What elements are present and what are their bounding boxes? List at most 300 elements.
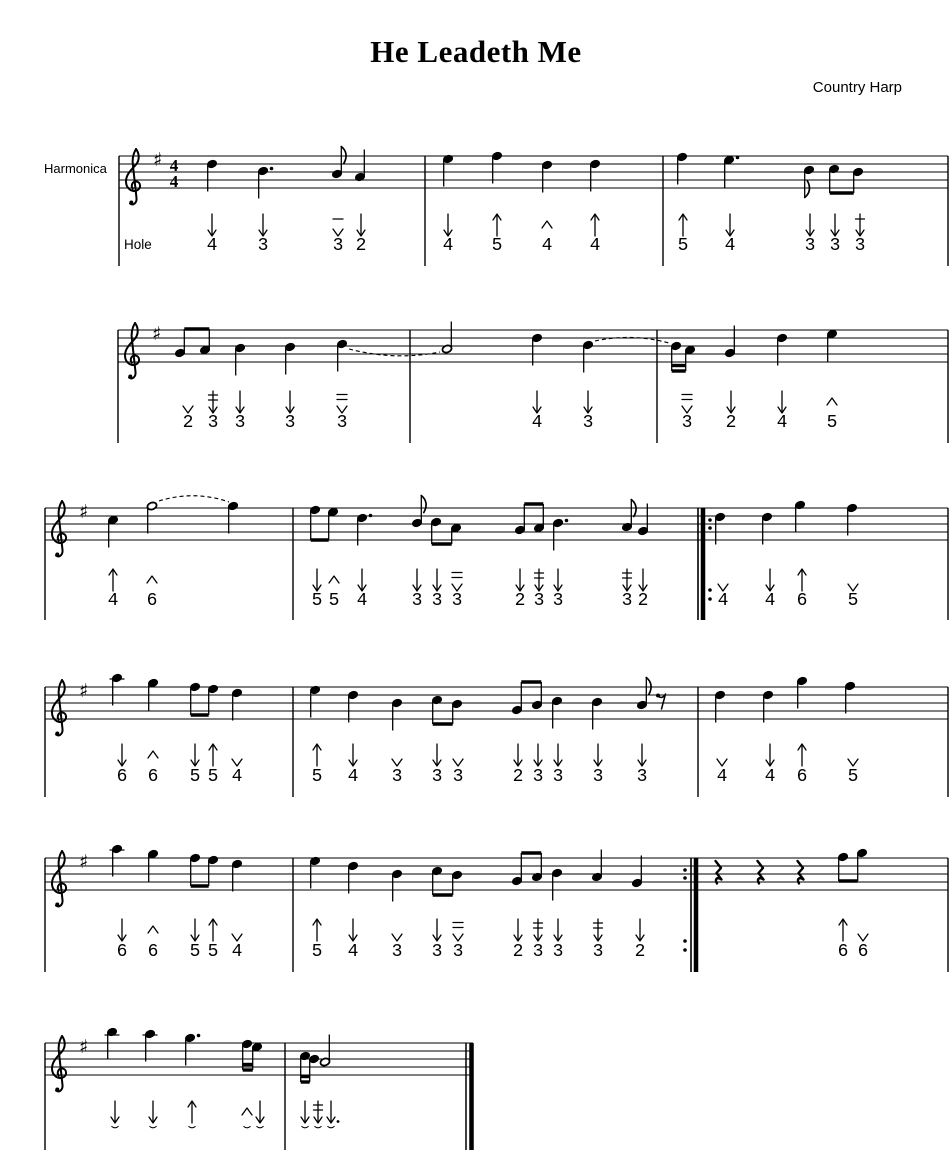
flag xyxy=(421,496,426,513)
hole-number: 6 xyxy=(857,942,869,962)
flag xyxy=(805,181,810,198)
hole-number: 4 xyxy=(776,413,788,433)
hole-marker xyxy=(190,744,201,787)
hole-marker xyxy=(513,744,524,787)
barline xyxy=(656,330,657,443)
c-arrow-icon xyxy=(542,221,552,228)
barline xyxy=(44,1043,45,1150)
hole-number: 3 xyxy=(854,236,866,256)
note xyxy=(451,699,462,724)
hole-number: 4 xyxy=(107,591,119,611)
note xyxy=(309,685,320,717)
hole-marker xyxy=(777,391,788,433)
clipped-digit-stub xyxy=(150,1127,156,1128)
d-arrow-icon xyxy=(286,391,294,413)
hole-marker xyxy=(553,569,564,611)
flag xyxy=(646,678,651,695)
hole-number: 3 xyxy=(332,236,344,256)
hole-marker xyxy=(301,1101,309,1128)
note xyxy=(636,678,651,710)
u-arrow-icon xyxy=(493,214,501,236)
note xyxy=(189,853,200,886)
note xyxy=(199,329,210,355)
v-arrow-icon xyxy=(718,584,728,591)
hole-marker xyxy=(553,744,564,787)
d-arrow-icon xyxy=(806,214,814,236)
note xyxy=(331,147,346,179)
d-arrow-icon xyxy=(584,391,592,413)
d-arrow-icon xyxy=(313,569,321,591)
note xyxy=(143,1029,158,1061)
note xyxy=(491,151,502,183)
note xyxy=(551,696,562,728)
v-arrow-icon xyxy=(183,406,193,413)
hole-marker xyxy=(637,744,648,787)
note xyxy=(442,154,453,186)
key-signature-sharp: ♯ xyxy=(79,501,89,523)
c-arrow-icon xyxy=(147,576,157,583)
d-arrow-icon xyxy=(554,744,562,766)
hole-number: 6 xyxy=(147,767,159,787)
d-arrow-icon xyxy=(358,569,366,591)
repeat-dot xyxy=(708,588,712,592)
treble-clef-icon xyxy=(126,149,140,205)
note xyxy=(844,681,855,713)
hole-number: 5 xyxy=(189,942,201,962)
note xyxy=(684,345,695,371)
key-signature-sharp: ♯ xyxy=(79,1036,89,1058)
hole-number: 5 xyxy=(677,236,689,256)
hole-number: 4 xyxy=(764,767,776,787)
bv-arrow-icon xyxy=(333,219,343,236)
hole-marker xyxy=(208,391,219,433)
hole-number: 3 xyxy=(452,767,464,787)
v-arrow-icon xyxy=(392,934,402,941)
c-arrow-icon xyxy=(242,1108,252,1115)
hole-marker xyxy=(190,919,201,962)
hole-marker xyxy=(348,744,359,787)
c-arrow-icon xyxy=(148,751,158,758)
hole-marker xyxy=(534,569,545,611)
note xyxy=(776,333,787,365)
hole-marker xyxy=(848,584,859,611)
system-1 xyxy=(118,147,948,267)
hole-marker xyxy=(765,744,776,787)
note xyxy=(582,340,593,372)
d-arrow-icon xyxy=(594,744,602,766)
hole-number: 6 xyxy=(796,591,808,611)
note xyxy=(552,518,568,550)
d-arrow-icon xyxy=(514,919,522,941)
hole-number: 6 xyxy=(147,942,159,962)
d-arrow-icon xyxy=(638,744,646,766)
d-arrow-icon xyxy=(149,1101,157,1123)
note xyxy=(207,684,218,715)
v-arrow-icon xyxy=(232,934,242,941)
augmentation-dot xyxy=(736,156,740,160)
d-arrow-icon xyxy=(534,744,542,766)
d2-arrow-icon xyxy=(535,569,544,591)
note xyxy=(551,868,562,900)
hole-marker xyxy=(553,919,564,962)
hole-marker xyxy=(111,1101,119,1128)
system-2 xyxy=(117,322,948,444)
hole-number: 2 xyxy=(512,942,524,962)
hole-number: 3 xyxy=(532,942,544,962)
clef-dot xyxy=(55,903,59,907)
hole-marker xyxy=(830,214,841,256)
repeat-dot xyxy=(683,948,687,952)
barline xyxy=(292,508,293,620)
note xyxy=(147,849,158,881)
hole-marker xyxy=(312,744,323,787)
u-arrow-icon xyxy=(839,919,847,941)
hole-marker xyxy=(348,919,359,962)
clef-spine xyxy=(56,501,63,556)
hole-marker xyxy=(208,919,219,962)
hole-number: 3 xyxy=(829,236,841,256)
hole-number: 3 xyxy=(451,591,463,611)
hole-number: 4 xyxy=(347,942,359,962)
hole-number: 3 xyxy=(452,942,464,962)
d-arrow-icon xyxy=(554,919,562,941)
hole-number: 4 xyxy=(356,591,368,611)
hole-number: 2 xyxy=(637,591,649,611)
hole-number: 3 xyxy=(284,413,296,433)
hole-number: 5 xyxy=(491,236,503,256)
hole-marker xyxy=(443,214,454,256)
hole-marker xyxy=(117,744,128,787)
hole-row-label: Hole xyxy=(124,237,152,252)
d-arrow-icon xyxy=(778,391,786,413)
note xyxy=(347,690,358,722)
barline xyxy=(947,858,948,972)
tie xyxy=(349,349,440,356)
hole-number: 2 xyxy=(355,236,367,256)
hole-marker xyxy=(312,569,323,611)
hole-number: 6 xyxy=(116,767,128,787)
note xyxy=(846,503,857,535)
hole-marker xyxy=(207,214,218,256)
hole-number: 3 xyxy=(391,942,403,962)
hole-marker xyxy=(432,744,443,787)
v-arrow-icon xyxy=(453,759,463,766)
marker-dot xyxy=(337,1120,340,1123)
hole-number: 5 xyxy=(826,413,838,433)
time-signature-digit: 4 xyxy=(169,156,179,175)
system-5 xyxy=(44,844,948,972)
treble-clef-icon xyxy=(52,1036,66,1092)
d2-arrow-icon xyxy=(623,569,632,591)
barline xyxy=(465,1043,467,1150)
hole-number: 3 xyxy=(532,767,544,787)
ev-arrow-icon xyxy=(682,395,692,414)
clef-dot xyxy=(55,732,59,736)
u-arrow-icon xyxy=(313,919,321,941)
barline xyxy=(947,156,948,266)
barline xyxy=(292,687,293,797)
hole-number: 4 xyxy=(206,236,218,256)
key-signature-sharp: ♯ xyxy=(79,851,89,873)
eighth-rest xyxy=(658,694,666,709)
barline xyxy=(690,858,692,972)
clef-spine xyxy=(130,149,137,204)
hole-number: 3 xyxy=(621,591,633,611)
hole-number: 5 xyxy=(328,591,340,611)
note xyxy=(856,848,867,881)
u-arrow-icon xyxy=(109,569,117,591)
v-arrow-icon xyxy=(717,759,727,766)
note xyxy=(356,513,372,545)
note xyxy=(206,159,217,191)
u-arrow-icon xyxy=(798,569,806,591)
hole-number: 3 xyxy=(592,942,604,962)
note xyxy=(251,1042,262,1070)
u-arrow-icon xyxy=(798,744,806,766)
d-arrow-icon xyxy=(259,214,267,236)
note xyxy=(107,515,118,547)
ev-arrow-icon xyxy=(452,573,462,592)
hole-marker xyxy=(188,1101,196,1128)
barline-thick xyxy=(694,858,699,972)
barline xyxy=(44,687,45,797)
note xyxy=(828,164,839,193)
repeat-dot xyxy=(683,876,687,880)
note xyxy=(531,853,542,882)
clef-dot xyxy=(128,375,132,379)
repeat-dot xyxy=(708,597,712,601)
hole-number: 3 xyxy=(533,591,545,611)
c-arrow-icon xyxy=(148,926,158,933)
hole-marker xyxy=(593,744,604,787)
barline xyxy=(118,156,119,266)
hole-number: 3 xyxy=(234,413,246,433)
note xyxy=(450,523,461,544)
hole-number: 6 xyxy=(146,591,158,611)
barline xyxy=(284,1043,285,1150)
hole-marker xyxy=(855,214,866,256)
note xyxy=(431,866,442,895)
note xyxy=(257,166,273,198)
hole-marker xyxy=(726,391,737,433)
key-signature-sharp: ♯ xyxy=(153,149,163,171)
barline xyxy=(947,330,948,443)
hole-marker xyxy=(858,934,869,962)
note xyxy=(284,342,295,374)
barline xyxy=(947,508,948,620)
hole-marker xyxy=(232,759,243,787)
hole-number: 5 xyxy=(311,591,323,611)
d2-arrow-icon xyxy=(534,919,543,941)
hole-number: 2 xyxy=(725,413,737,433)
hole-number: 3 xyxy=(431,591,443,611)
note xyxy=(826,329,837,361)
hole-number: 3 xyxy=(592,767,604,787)
d-arrow-icon xyxy=(433,744,441,766)
d-arrow-icon xyxy=(554,569,562,591)
hole-marker xyxy=(392,759,403,787)
repeat-dot xyxy=(708,518,712,522)
hole-number: 3 xyxy=(431,767,443,787)
hole-marker xyxy=(432,919,443,962)
hole-marker xyxy=(718,584,729,611)
hole-number: 5 xyxy=(189,767,201,787)
note xyxy=(347,861,358,893)
note xyxy=(231,859,242,891)
hole-marker xyxy=(452,573,463,612)
hole-number: 4 xyxy=(716,767,728,787)
d-arrow-icon xyxy=(533,391,541,413)
note xyxy=(234,343,245,375)
note xyxy=(174,329,185,358)
v-arrow-icon xyxy=(232,759,242,766)
clipped-digit-stub xyxy=(257,1127,263,1128)
note xyxy=(514,504,525,535)
barline xyxy=(409,330,410,443)
note xyxy=(110,673,125,705)
note xyxy=(231,688,242,720)
u-arrow-icon xyxy=(313,744,321,766)
hole-marker xyxy=(337,395,348,434)
c-arrow-icon xyxy=(329,576,339,583)
augmentation-dot xyxy=(197,1034,201,1038)
d-arrow-icon xyxy=(256,1101,264,1123)
d-arrow-icon xyxy=(433,569,441,591)
hole-number: 5 xyxy=(847,767,859,787)
clef-spine xyxy=(129,323,136,378)
hole-marker xyxy=(797,744,808,787)
hole-number: 5 xyxy=(311,767,323,787)
d-arrow-icon xyxy=(639,569,647,591)
augmentation-dot xyxy=(565,519,569,523)
note xyxy=(354,150,365,182)
barline xyxy=(662,156,663,266)
note xyxy=(411,496,426,528)
hole-number: 3 xyxy=(804,236,816,256)
hole-marker xyxy=(848,759,859,787)
hole-number: 5 xyxy=(847,591,859,611)
hole-number: 5 xyxy=(311,942,323,962)
hole-number: 3 xyxy=(681,413,693,433)
note xyxy=(227,501,238,533)
d-arrow-icon xyxy=(111,1101,119,1123)
note xyxy=(837,852,848,881)
hole-number: 4 xyxy=(231,942,243,962)
v-arrow-icon xyxy=(392,759,402,766)
hole-number: 3 xyxy=(336,413,348,433)
note xyxy=(631,856,642,888)
quarter-rest xyxy=(758,861,764,884)
hole-marker xyxy=(492,214,503,256)
hole-marker xyxy=(838,919,849,962)
hole-number: 4 xyxy=(531,413,543,433)
d2-arrow-icon xyxy=(314,1101,323,1123)
d-arrow-icon xyxy=(766,569,774,591)
u-arrow-icon xyxy=(209,919,217,941)
d-arrow-icon xyxy=(514,744,522,766)
d2-arrow-icon xyxy=(594,919,603,941)
hole-number: 3 xyxy=(552,767,564,787)
note xyxy=(309,505,320,540)
barline xyxy=(117,330,118,443)
note xyxy=(308,1054,319,1082)
clef-spine xyxy=(56,1036,63,1091)
hole-number: 3 xyxy=(257,236,269,256)
hole-number: 2 xyxy=(514,591,526,611)
dd-arrow-icon xyxy=(327,1101,335,1123)
d-arrow-icon xyxy=(831,214,839,236)
hole-number: 4 xyxy=(717,591,729,611)
hole-marker xyxy=(638,569,649,611)
d-arrow-icon xyxy=(349,744,357,766)
hole-number: 5 xyxy=(207,942,219,962)
hole-marker xyxy=(717,759,728,787)
clipped-digit-stub xyxy=(112,1127,118,1128)
attribution: Country Harp xyxy=(812,79,902,96)
hole-marker xyxy=(533,744,544,787)
hole-marker xyxy=(333,219,344,256)
hole-number: 4 xyxy=(589,236,601,256)
augmentation-dot xyxy=(270,167,274,171)
note xyxy=(189,682,200,715)
barline-thick xyxy=(469,1043,474,1150)
hole-marker xyxy=(725,214,736,256)
hole-marker xyxy=(797,569,808,611)
hole-marker xyxy=(392,934,403,962)
hole-marker xyxy=(678,214,689,256)
hole-marker xyxy=(285,391,296,433)
hole-marker xyxy=(149,1101,157,1128)
hole-number: 2 xyxy=(512,767,524,787)
v-arrow-icon xyxy=(858,934,868,941)
d-arrow-icon xyxy=(118,744,126,766)
key-signature-sharp: ♯ xyxy=(79,680,89,702)
d-arrow-icon xyxy=(727,391,735,413)
note xyxy=(723,155,739,187)
note xyxy=(207,855,218,886)
hole-marker xyxy=(312,919,323,962)
note xyxy=(431,695,442,724)
clef-dot xyxy=(55,1088,59,1092)
u-arrow-icon xyxy=(209,744,217,766)
note xyxy=(714,690,725,722)
note xyxy=(391,698,402,730)
quarter-rest xyxy=(716,861,722,884)
barline xyxy=(292,858,293,972)
hole-number: 3 xyxy=(552,591,564,611)
clipped-digit-stub xyxy=(315,1127,321,1128)
note xyxy=(336,339,347,371)
hole-number: 4 xyxy=(764,591,776,611)
hole-number: 3 xyxy=(207,413,219,433)
hole-marker xyxy=(682,395,693,434)
hole-number: 4 xyxy=(442,236,454,256)
hole-marker xyxy=(208,744,219,787)
d2-arrow-icon xyxy=(209,391,218,413)
hole-number: 4 xyxy=(347,767,359,787)
hole-marker xyxy=(513,919,524,962)
augmentation-dot xyxy=(369,514,373,518)
clipped-digit-stub xyxy=(328,1127,334,1128)
note xyxy=(146,501,157,533)
note xyxy=(591,697,602,729)
hole-marker xyxy=(329,576,340,611)
system-6 xyxy=(44,1027,473,1150)
d-arrow-icon xyxy=(191,744,199,766)
hole-marker xyxy=(805,214,816,256)
hole-marker xyxy=(453,923,464,963)
hole-number: 3 xyxy=(411,591,423,611)
